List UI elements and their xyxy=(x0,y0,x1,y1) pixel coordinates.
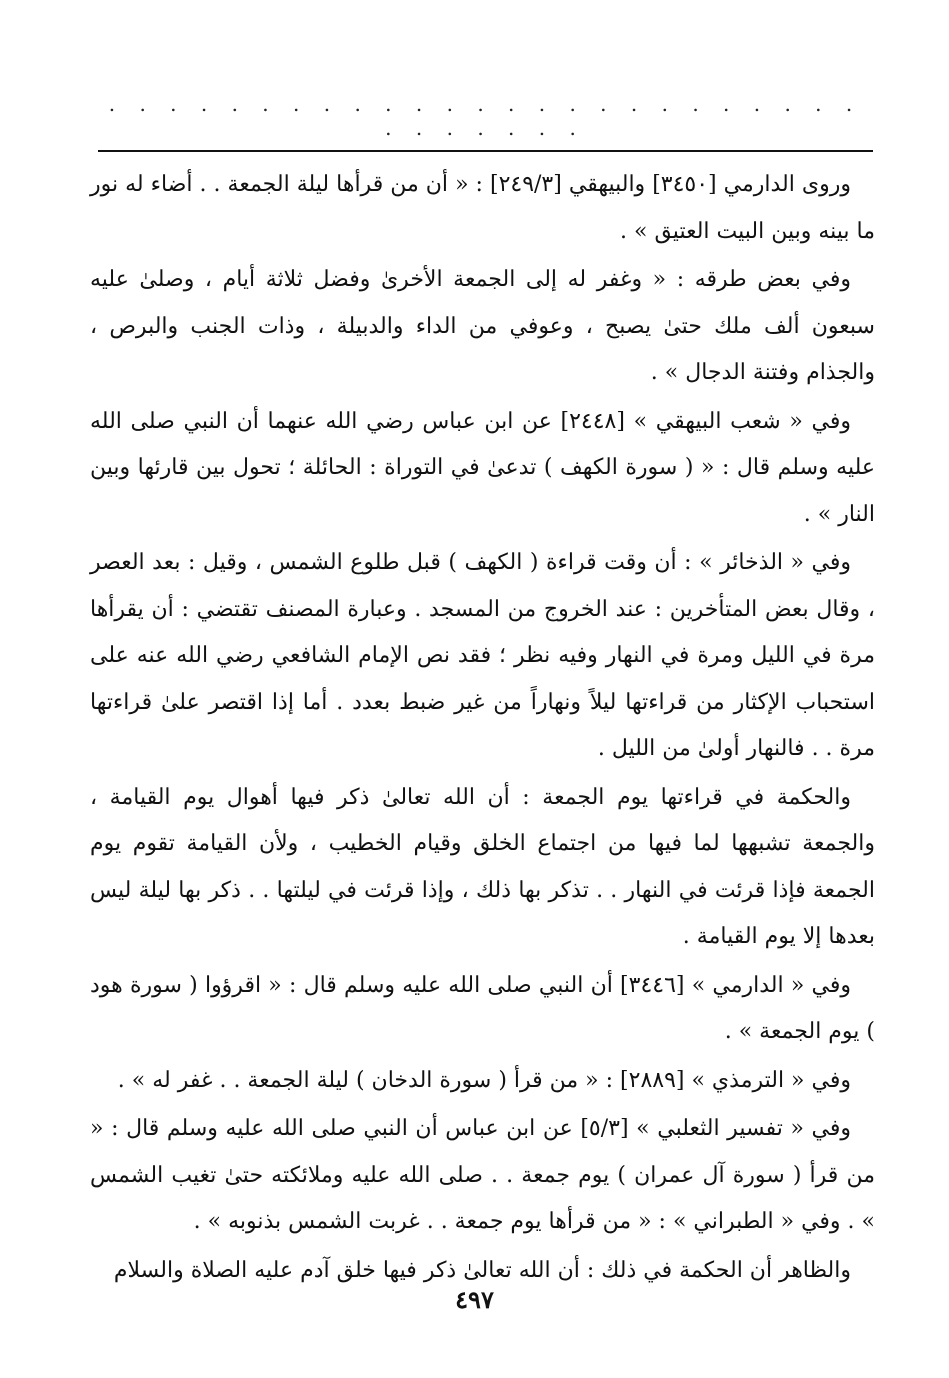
paragraph-5: والحكمة في قراءتها يوم الجمعة : أن الله تعالىٰ ذكر فيها أهوال يوم القيامة ، والجمعة تشبهها لما فيها من اجتماع الخلق وقيام الخطيب ، ولأن القيامة تقوم يوم الجمعة فإذا قرئت في النهار . . تذكر بها ذلك ، وإذا قرئت في ليلتها . . ذكر بها ليلة ليس بعدها إلا يوم القيامة . xyxy=(90,784,875,949)
paragraph-4: وفي « الذخائر » : أن وقت قراءة ( الكهف ) قبل طلوع الشمس ، وقيل : بعد العصر ، وقال بعض المتأخرين : عند الخروج من المسجد . وعبارة المصنف تقتضي : أن يقرأها مرة في الليل ومرة في النهار وفيه نظر ؛ فقد نص الإمام الشافعي رضي الله عنه على استحباب الإكثار من قراءتها ليلاً ونهاراً من غير ضبط بعدد . أما إذا اقتصر علىٰ قراءتها مرة . . فالنهار أولىٰ من الليل . xyxy=(90,550,875,761)
paragraph-7: وفي « الترمذي » [٢٨٨٩] : « من قرأ ( سورة الدخان ) ليلة الجمعة . . غفر له » . xyxy=(117,1067,851,1093)
header-rule xyxy=(98,150,873,152)
paragraph-9: والظاهر أن الحكمة في ذلك : أن الله تعالىٰ ذكر فيها خلق آدم عليه الصلاة والسلام xyxy=(113,1257,851,1283)
page-body xyxy=(90,162,875,1296)
paragraph-1: وروى الدارمي [٣٤٥٠] والبيهقي [٢٤٩/٣] : « أن من قرأها ليلة الجمعة . . أضاء له نور ما بينه وبين البيت العتيق » . xyxy=(90,172,875,244)
page-number: ٤٩٧ xyxy=(455,1285,494,1314)
paragraph-6: وفي « الدارمي » [٣٤٤٦] أن النبي صلى الله عليه وسلم قال : « اقرؤوا ( سورة هود ) يوم الجمعة » . xyxy=(90,972,875,1044)
paragraph-8: وفي « تفسير الثعلبي » [٥/٣] عن ابن عباس أن النبي صلى الله عليه وسلم قال : « من قرأ ( سورة آل عمران ) يوم جمعة . . صلى الله عليه وملائكته حتىٰ تغيب الشمس » . وفي « الطبراني » : « من قرأها يوم جمعة . . غربت الشمس بذنوبه » . xyxy=(90,1116,875,1234)
paragraph-2: وفي بعض طرقه : « وغفر له إلى الجمعة الأخرىٰ وفضل ثلاثة أيام ، وصلىٰ عليه سبعون ألف ملك حتىٰ يصبح ، وعوفي من الداء والدبيلة ، وذات الجنب والبرص ، والجذام وفتنة الدجال » . xyxy=(90,267,875,385)
paragraph-3: وفي « شعب البيهقي » [٢٤٤٨] عن ابن عباس رضي الله عنهما أن النبي صلى الله عليه وسلم قال : « ( سورة الكهف ) تدعىٰ في التوراة : الحائلة ؛ تحول بين قارئها وبين النار » . xyxy=(90,408,875,527)
separator-dots: . . . . . . . . . . . . . . . . . . . . . . . . . . . . . . . . xyxy=(108,92,862,140)
